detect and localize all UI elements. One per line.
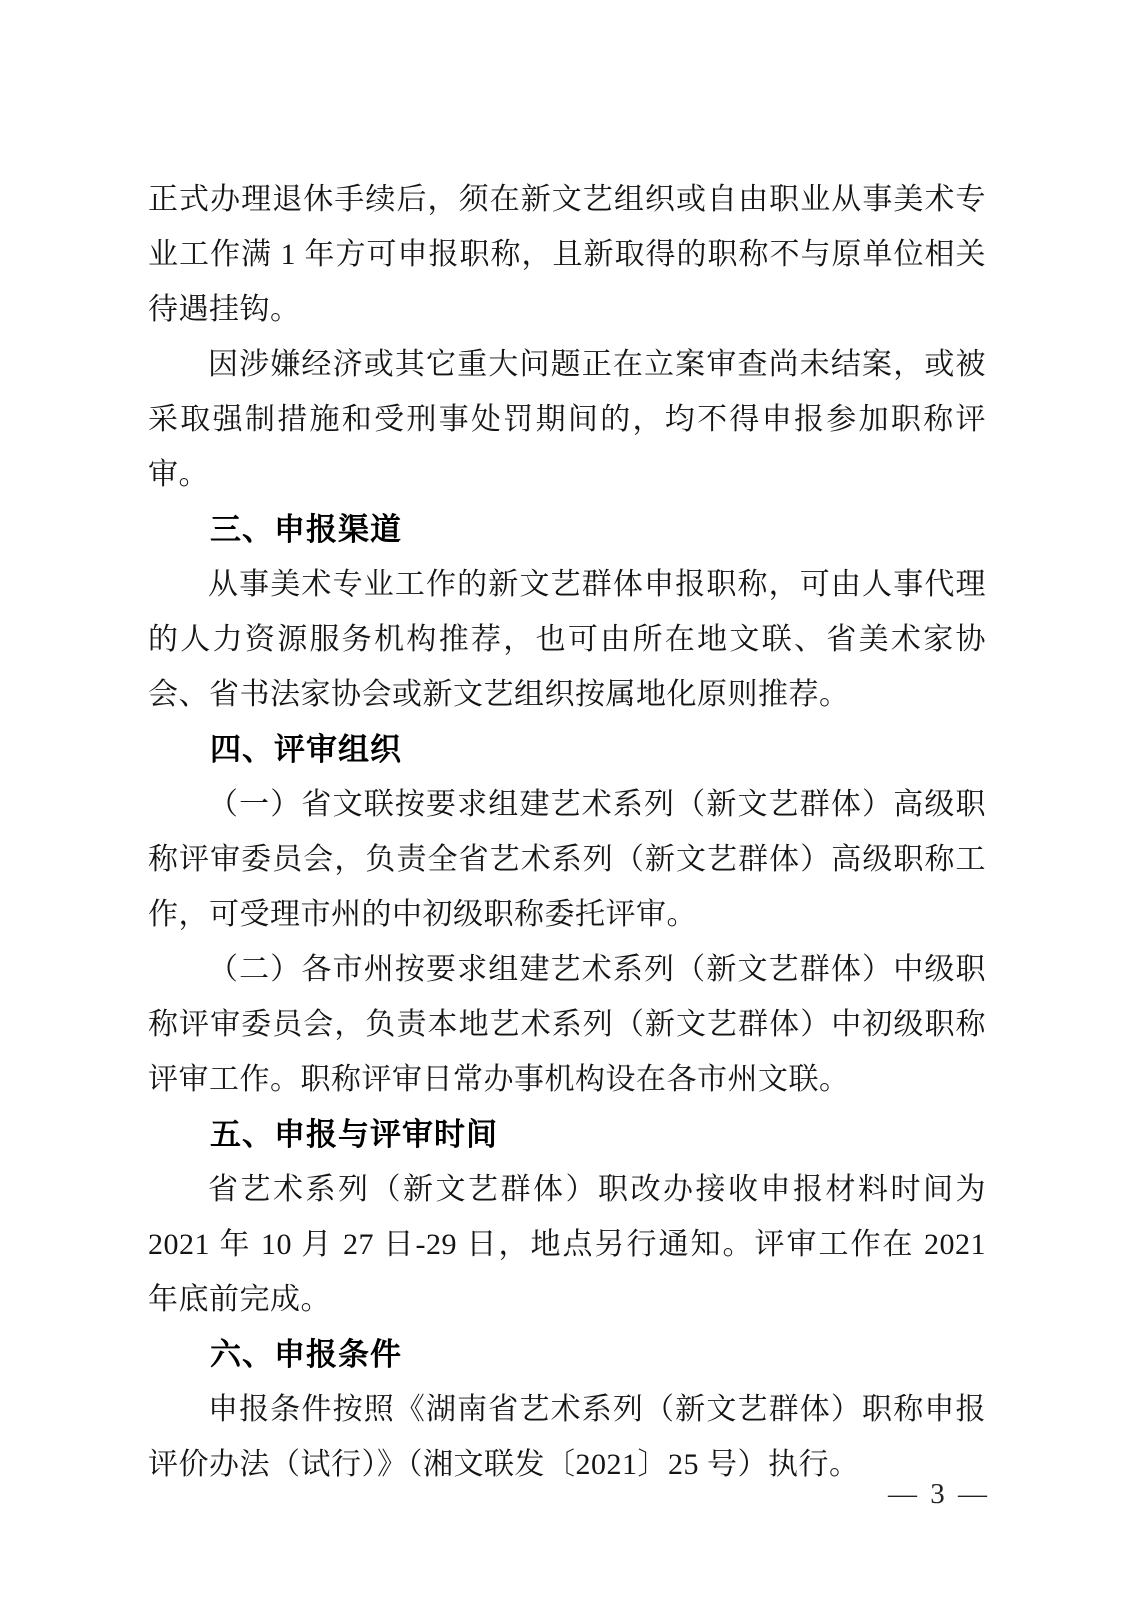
section-heading: 五、申报与评审时间: [210, 1117, 498, 1152]
body-paragraph: （一）省文联按要求组建艺术系列（新文艺群体）高级职称评审委员会，负责全省艺术系列（新文艺群体）高级职称工作，可受理市州的中初级职称委托评审。: [148, 788, 986, 931]
body-paragraph: 从事美术专业工作的新文艺群体申报职称，可由人事代理的人力资源服务机构推荐，也可由所在地文联、省美术家协会、省书法家协会或新文艺组织按属地化原则推荐。: [148, 568, 986, 711]
document-body: [148, 172, 986, 1492]
body-paragraph: （二）各市州按要求组建艺术系列（新文艺群体）中级职称评审委员会，负责本地艺术系列（新文艺群体）中初级职称评审工作。职称评审日常办事机构设在各市州文联。: [148, 953, 986, 1096]
body-paragraph: 因涉嫌经济或其它重大问题正在立案审查尚未结案，或被采取强制措施和受刑事处罚期间的，均不得申报参加职称评审。: [148, 348, 986, 491]
section-heading: 三、申报渠道: [210, 512, 402, 547]
section-heading: 四、评审组织: [210, 732, 402, 767]
page-number: — 3 —: [888, 1478, 990, 1510]
section-heading: 六、申报条件: [210, 1337, 402, 1372]
body-paragraph: 申报条件按照《湖南省艺术系列（新文艺群体）职称申报评价办法（试行）》（湘文联发〔2021〕25 号）执行。: [148, 1393, 986, 1481]
body-paragraph: 正式办理退休手续后，须在新文艺组织或自由职业从事美术专业工作满 1 年方可申报职称，且新取得的职称不与原单位相关待遇挂钩。: [148, 183, 986, 326]
body-paragraph: 省艺术系列（新文艺群体）职改办接收申报材料时间为 2021 年 10 月 27 日-29 日，地点另行通知。评审工作在 2021 年底前完成。: [148, 1173, 986, 1316]
